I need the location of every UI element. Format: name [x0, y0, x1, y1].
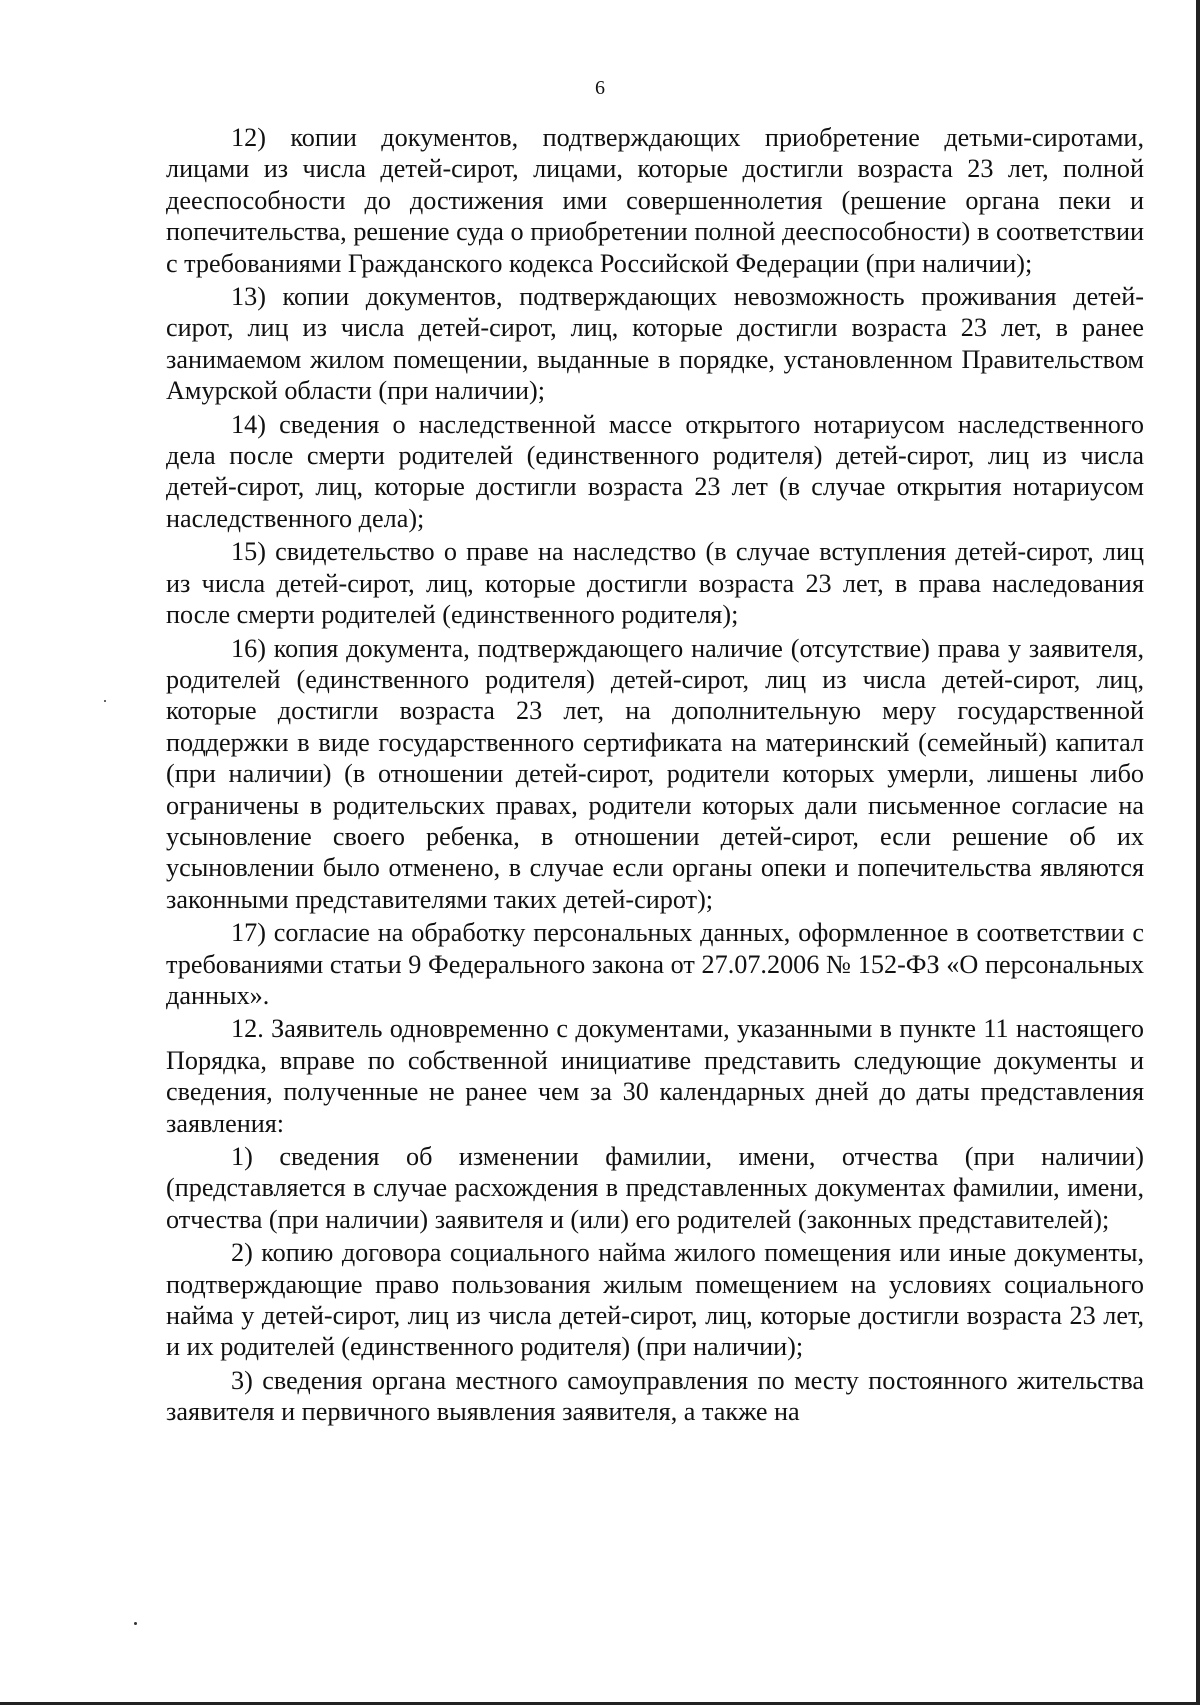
- scan-speck: [134, 1622, 137, 1625]
- paragraph-item-16: 16) копия документа, подтверждающего наличие (отсутствие) права у заявителя, родителей (единственного родителя) детей-сирот, лиц из числа детей-сирот, лиц, которые достигли возраста 23 лет, на дополнительную меру государственной поддержки в виде государственного сертификата на материнский (семейный) капитал (при наличии) (в отношении детей-сирот, родители которых умерли, лишены либо ограничены в родительских правах, родители которых дали письменное согласие на усыновление своего ребенка, в отношении детей-сирот, если решение об их усыновлении было отменено, в случае если органы опеки и попечительства являются законными представителями таких детей-сирот);: [166, 633, 1144, 914]
- scan-speck: [104, 700, 106, 702]
- paragraph-clause-12: 12. Заявитель одновременно с документами, указанными в пункте 11 настоящего Порядка, вправе по собственной инициативе представить следующие документы и сведения, полученные не ранее чем за 30 календарных дней до даты представления заявления:: [166, 1014, 1144, 1138]
- paragraph-item-14: 14) сведения о наследственной массе открытого нотариусом наследственного дела после смерти родителей (единственного родителя) детей-сирот, лиц из числа детей-сирот, лиц, которые достигли возраста 23 лет (в случае открытия нотариусом наследственного дела);: [166, 409, 1144, 533]
- page-number: 6: [595, 77, 605, 99]
- document-body: [166, 122, 1144, 1428]
- paragraph-subitem-2: 2) копию договора социального найма жилого помещения или иные документы, подтверждающие право пользования жилым помещением на условиях социального найма у детей-сирот, лиц из числа детей-сирот, лиц, которые достигли возраста 23 лет, и их родителей (единственного родителя) (при наличии);: [166, 1238, 1144, 1362]
- paragraph-item-17: 17) согласие на обработку персональных данных, оформленное в соответствии с требованиями статьи 9 Федерального закона от 27.07.2006 № 152-ФЗ «О персональных данных».: [166, 918, 1144, 1010]
- paragraph-subitem-3: 3) сведения органа местного самоуправления по месту постоянного жительства заявителя и первичного выявления заявителя, а также на: [166, 1365, 1144, 1427]
- scan-border-right: [1196, 0, 1200, 1705]
- paragraph-item-13: 13) копии документов, подтверждающих невозможность проживания детей-сирот, лиц из числа детей-сирот, лиц, которые достигли возраста 23 лет, в ранее занимаемом жилом помещении, выданные в порядке, установленном Правительством Амурской области (при наличии);: [166, 282, 1144, 406]
- paragraph-item-15: 15) свидетельство о праве на наследство (в случае вступления детей-сирот, лиц из числа детей-сирот, лиц, которые достигли возраста 23 лет, в права наследования после смерти родителей (единственного родителя);: [166, 537, 1144, 630]
- paragraph-subitem-1: 1) сведения об изменении фамилии, имени, отчества (при наличии) (представляется в случае расхождения в представленных документах фамилии, имени, отчества (при наличии) заявителя и (или) его родителей (законных представителей);: [166, 1142, 1144, 1234]
- paragraph-item-12: 12) копии документов, подтверждающих приобретение детьми-сиротами, лицами из числа детей-сирот, лицами, которые достигли возраста 23 лет, полной дееспособности до достижения ими совершеннолетия (решение органа пеки и попечительства, решение суда о приобретении полной дееспособности) в соответствии с требованиями Гражданского кодекса Российской Федерации (при наличии);: [166, 123, 1144, 278]
